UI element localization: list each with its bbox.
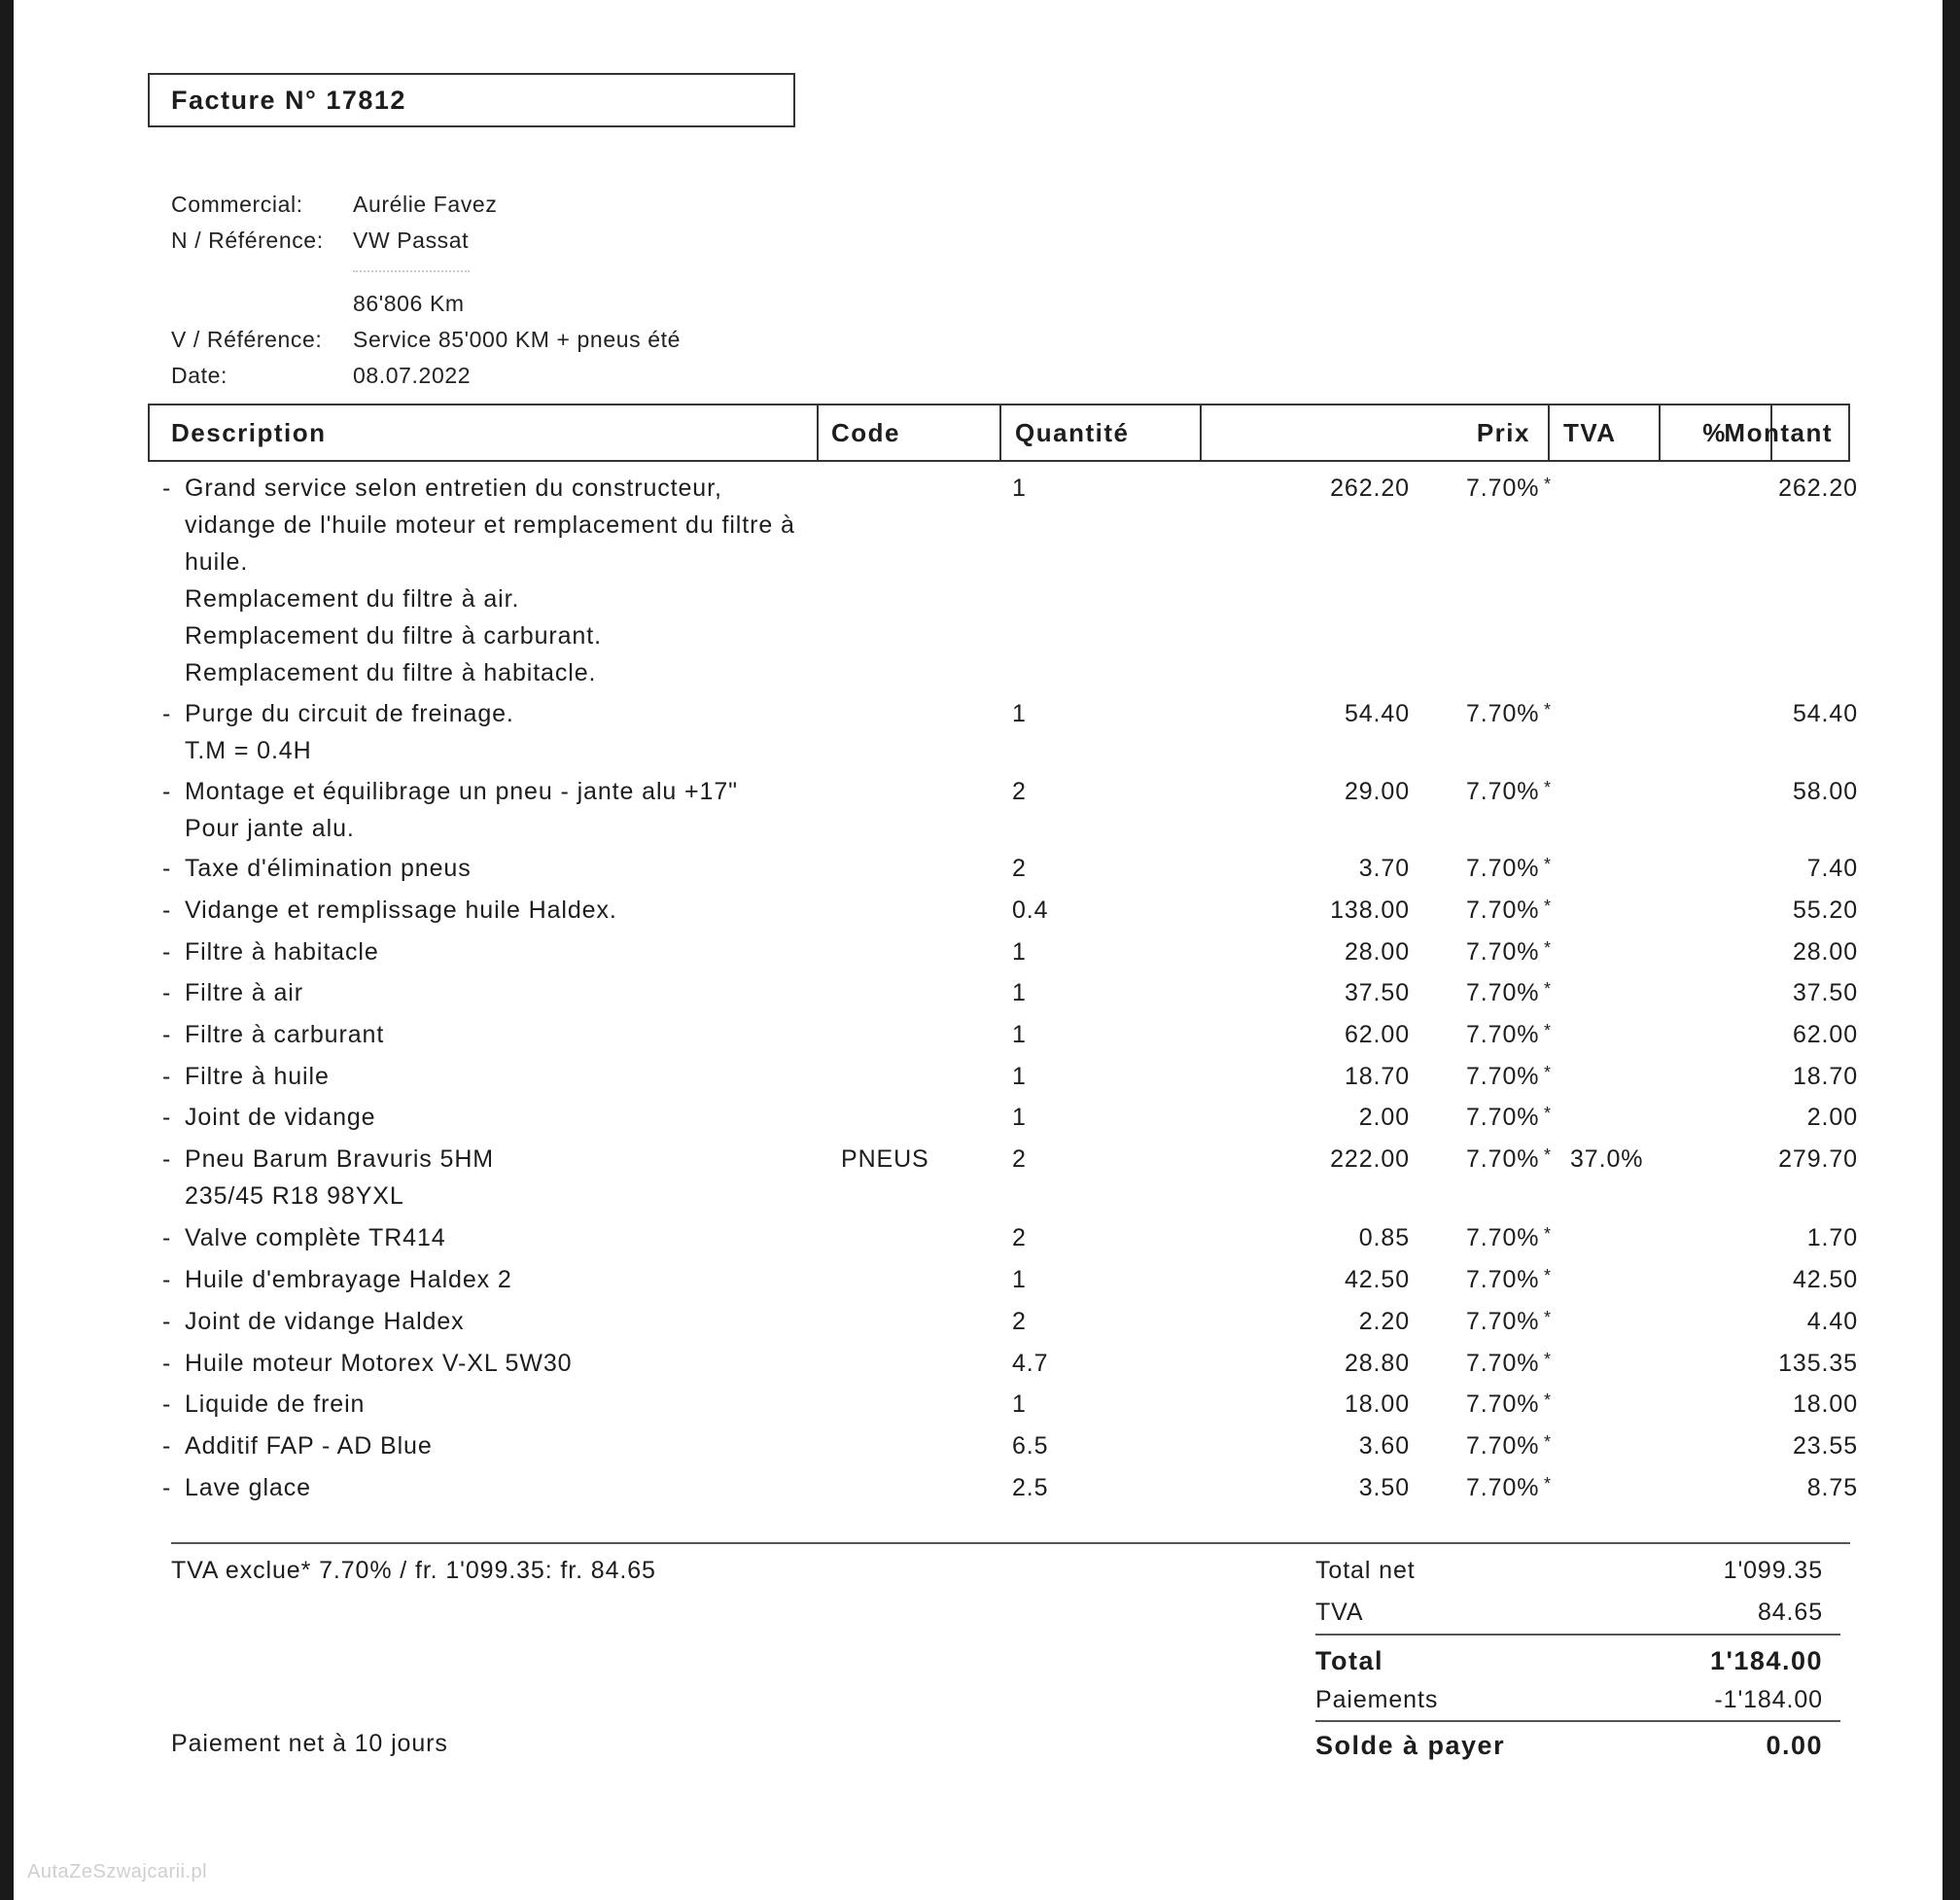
row-description: Filtre à air <box>185 979 303 1006</box>
row-amount: 42.50 <box>1792 1266 1858 1293</box>
row-dash: - <box>162 1308 172 1335</box>
row-description: Grand service selon entretien du constructeur, vidange de l'huile moteur et remplacement du filtre à huile. Remplacement du filtre à air. Remplacement du filtre à carburant. Remplacement du filtre à habitacle. <box>185 475 795 686</box>
row-tva-marker: * <box>1544 1474 1552 1494</box>
row-price: 18.00 <box>1344 1390 1410 1418</box>
row-quantity: 4.7 <box>1012 1350 1049 1377</box>
row-quantity: 2 <box>1012 1224 1027 1251</box>
row-amount: 1.70 <box>1806 1224 1858 1251</box>
row-description: Liquide de frein <box>185 1390 366 1418</box>
row-price: 262.20 <box>1330 475 1410 502</box>
row-amount: 279.70 <box>1778 1145 1858 1173</box>
row-description: Montage et équilibrage un pneu - jante alu +17" Pour jante alu. <box>185 778 738 842</box>
row-tva-marker: * <box>1544 1350 1552 1369</box>
row-percent: 37.0% <box>1570 1145 1644 1173</box>
row-description: Valve complète TR414 <box>185 1224 446 1251</box>
row-dash: - <box>162 1266 172 1293</box>
row-tva: 7.70% <box>1466 1474 1540 1501</box>
row-dash: - <box>162 1104 172 1131</box>
row-description: Huile d'embrayage Haldex 2 <box>185 1266 512 1293</box>
row-tva-marker: * <box>1544 1145 1552 1165</box>
row-quantity: 2.5 <box>1012 1474 1049 1501</box>
solde-label: Solde à payer <box>1315 1731 1506 1760</box>
table-header <box>148 404 1850 462</box>
invoice-page <box>14 0 1942 1900</box>
redacted-line <box>353 264 470 272</box>
row-description: Taxe d'élimination pneus <box>185 855 472 882</box>
header-divider <box>817 405 819 460</box>
row-tva: 7.70% <box>1466 855 1540 882</box>
row-price: 2.00 <box>1358 1104 1410 1131</box>
row-price: 2.20 <box>1358 1308 1410 1335</box>
row-tva: 7.70% <box>1466 475 1540 502</box>
row-quantity: 1 <box>1012 1390 1027 1418</box>
row-tva-marker: * <box>1544 778 1552 797</box>
row-tva: 7.70% <box>1466 1145 1540 1173</box>
row-quantity: 1 <box>1012 1021 1027 1048</box>
row-quantity: 1 <box>1012 1266 1027 1293</box>
mileage-value: 86'806 Km <box>353 291 465 316</box>
row-quantity: 1 <box>1012 700 1027 727</box>
row-tva-marker: * <box>1544 1390 1552 1410</box>
header-montant: Montant <box>1724 418 1833 447</box>
row-price: 3.60 <box>1358 1432 1410 1460</box>
solde-value: 0.00 <box>1766 1731 1823 1760</box>
row-tva-marker: * <box>1544 700 1552 720</box>
row-amount: 58.00 <box>1792 778 1858 805</box>
v-reference-label: V / Référence: <box>171 327 323 352</box>
row-tva: 7.70% <box>1466 1350 1540 1377</box>
row-tva: 7.70% <box>1466 1266 1540 1293</box>
row-dash: - <box>162 1350 172 1377</box>
paiements-label: Paiements <box>1315 1686 1439 1713</box>
row-dash: - <box>162 475 172 502</box>
row-dash: - <box>162 700 172 727</box>
row-tva-marker: * <box>1544 1021 1552 1040</box>
row-dash: - <box>162 778 172 805</box>
row-description: Joint de vidange Haldex <box>185 1308 465 1335</box>
row-quantity: 1 <box>1012 979 1027 1006</box>
total-net-value: 1'099.35 <box>1723 1557 1823 1584</box>
row-quantity: 1 <box>1012 938 1027 966</box>
row-description: Purge du circuit de freinage. T.M = 0.4H <box>185 700 514 764</box>
header-pct: % <box>1702 418 1727 447</box>
row-quantity: 1 <box>1012 1063 1027 1090</box>
header-code: Code <box>831 418 900 447</box>
header-divider <box>999 405 1001 460</box>
row-description: Vidange et remplissage huile Haldex. <box>185 897 617 924</box>
row-dash: - <box>162 1474 172 1501</box>
row-tva: 7.70% <box>1466 1063 1540 1090</box>
date-value: 08.07.2022 <box>353 363 472 388</box>
row-tva-marker: * <box>1544 1432 1552 1452</box>
row-amount: 28.00 <box>1792 938 1858 966</box>
row-amount: 23.55 <box>1792 1432 1858 1460</box>
watermark: AutaZeSzwajcarii.pl <box>27 1861 208 1882</box>
row-description: Pneu Barum Bravuris 5HM 235/45 R18 98YXL <box>185 1145 495 1210</box>
commercial-value: Aurélie Favez <box>353 192 498 217</box>
row-tva-marker: * <box>1544 1104 1552 1123</box>
row-price: 3.70 <box>1358 855 1410 882</box>
row-tva: 7.70% <box>1466 1104 1540 1131</box>
total-value: 1'184.00 <box>1709 1646 1823 1675</box>
row-tva-marker: * <box>1544 1266 1552 1285</box>
row-price: 54.40 <box>1344 700 1410 727</box>
row-price: 3.50 <box>1358 1474 1410 1501</box>
row-tva-marker: * <box>1544 1224 1552 1244</box>
row-dash: - <box>162 855 172 882</box>
header-description: Description <box>171 418 327 447</box>
row-tva: 7.70% <box>1466 979 1540 1006</box>
row-quantity: 2 <box>1012 1145 1027 1173</box>
row-dash: - <box>162 1063 172 1090</box>
n-reference-label: N / Référence: <box>171 228 324 253</box>
row-tva-marker: * <box>1544 1063 1552 1082</box>
row-tva-marker: * <box>1544 938 1552 958</box>
v-reference-value: Service 85'000 KM + pneus été <box>353 327 681 352</box>
row-amount: 37.50 <box>1792 979 1858 1006</box>
row-amount: 62.00 <box>1792 1021 1858 1048</box>
payment-terms: Paiement net à 10 jours <box>171 1730 448 1757</box>
row-price: 42.50 <box>1344 1266 1410 1293</box>
row-amount: 2.00 <box>1806 1104 1858 1131</box>
subtotal-divider <box>1315 1634 1840 1636</box>
row-description: Additif FAP - AD Blue <box>185 1432 433 1460</box>
row-price: 28.80 <box>1344 1350 1410 1377</box>
row-quantity: 1 <box>1012 1104 1027 1131</box>
row-amount: 8.75 <box>1806 1474 1858 1501</box>
row-dash: - <box>162 897 172 924</box>
row-dash: - <box>162 1390 172 1418</box>
n-reference-value: VW Passat <box>353 228 470 253</box>
header-divider <box>1548 405 1550 460</box>
invoice-title: Facture N° 17812 <box>148 73 795 127</box>
row-tva: 7.70% <box>1466 700 1540 727</box>
row-price: 29.00 <box>1344 778 1410 805</box>
row-tva: 7.70% <box>1466 778 1540 805</box>
row-tva: 7.70% <box>1466 938 1540 966</box>
row-description: Filtre à huile <box>185 1063 330 1090</box>
commercial-label: Commercial: <box>171 192 303 217</box>
row-amount: 54.40 <box>1792 700 1858 727</box>
row-dash: - <box>162 1432 172 1460</box>
tva-note: TVA exclue* 7.70% / fr. 1'099.35: fr. 84.65 <box>171 1557 656 1584</box>
row-dash: - <box>162 979 172 1006</box>
row-quantity: 2 <box>1012 855 1027 882</box>
row-price: 28.00 <box>1344 938 1410 966</box>
row-description: Lave glace <box>185 1474 311 1501</box>
row-code: PNEUS <box>841 1145 929 1173</box>
row-quantity: 1 <box>1012 475 1027 502</box>
row-amount: 7.40 <box>1806 855 1858 882</box>
row-amount: 135.35 <box>1778 1350 1858 1377</box>
row-description: Filtre à habitacle <box>185 938 379 966</box>
row-dash: - <box>162 1224 172 1251</box>
row-tva: 7.70% <box>1466 1224 1540 1251</box>
row-description: Filtre à carburant <box>185 1021 385 1048</box>
row-quantity: 6.5 <box>1012 1432 1049 1460</box>
balance-divider <box>1315 1720 1840 1722</box>
row-quantity: 0.4 <box>1012 897 1049 924</box>
row-dash: - <box>162 938 172 966</box>
row-tva: 7.70% <box>1466 1390 1540 1418</box>
row-price: 138.00 <box>1330 897 1410 924</box>
totals-divider <box>171 1542 1850 1544</box>
row-price: 222.00 <box>1330 1145 1410 1173</box>
header-prix: Prix <box>1476 418 1530 447</box>
row-tva: 7.70% <box>1466 1308 1540 1335</box>
header-tva: TVA <box>1563 418 1617 447</box>
row-tva-marker: * <box>1544 1308 1552 1327</box>
row-tva-marker: * <box>1544 855 1552 874</box>
tva-label: TVA <box>1315 1599 1364 1626</box>
row-tva-marker: * <box>1544 897 1552 916</box>
row-amount: 18.70 <box>1792 1063 1858 1090</box>
row-description: Huile moteur Motorex V-XL 5W30 <box>185 1350 573 1377</box>
paiements-value: -1'184.00 <box>1714 1686 1823 1713</box>
row-dash: - <box>162 1021 172 1048</box>
row-tva-marker: * <box>1544 979 1552 999</box>
row-amount: 55.20 <box>1792 897 1858 924</box>
row-tva-marker: * <box>1544 475 1552 494</box>
row-tva: 7.70% <box>1466 897 1540 924</box>
row-price: 37.50 <box>1344 979 1410 1006</box>
row-amount: 262.20 <box>1778 475 1858 502</box>
row-quantity: 2 <box>1012 1308 1027 1335</box>
row-dash: - <box>162 1145 172 1173</box>
tva-value: 84.65 <box>1757 1599 1823 1626</box>
header-quantite: Quantité <box>1015 418 1130 447</box>
row-amount: 4.40 <box>1806 1308 1858 1335</box>
row-quantity: 2 <box>1012 778 1027 805</box>
row-tva: 7.70% <box>1466 1432 1540 1460</box>
total-net-label: Total net <box>1315 1557 1416 1584</box>
row-price: 62.00 <box>1344 1021 1410 1048</box>
row-price: 18.70 <box>1344 1063 1410 1090</box>
row-amount: 18.00 <box>1792 1390 1858 1418</box>
row-description: Joint de vidange <box>185 1104 376 1131</box>
row-tva: 7.70% <box>1466 1021 1540 1048</box>
row-price: 0.85 <box>1358 1224 1410 1251</box>
date-label: Date: <box>171 363 228 388</box>
total-label: Total <box>1315 1646 1383 1675</box>
